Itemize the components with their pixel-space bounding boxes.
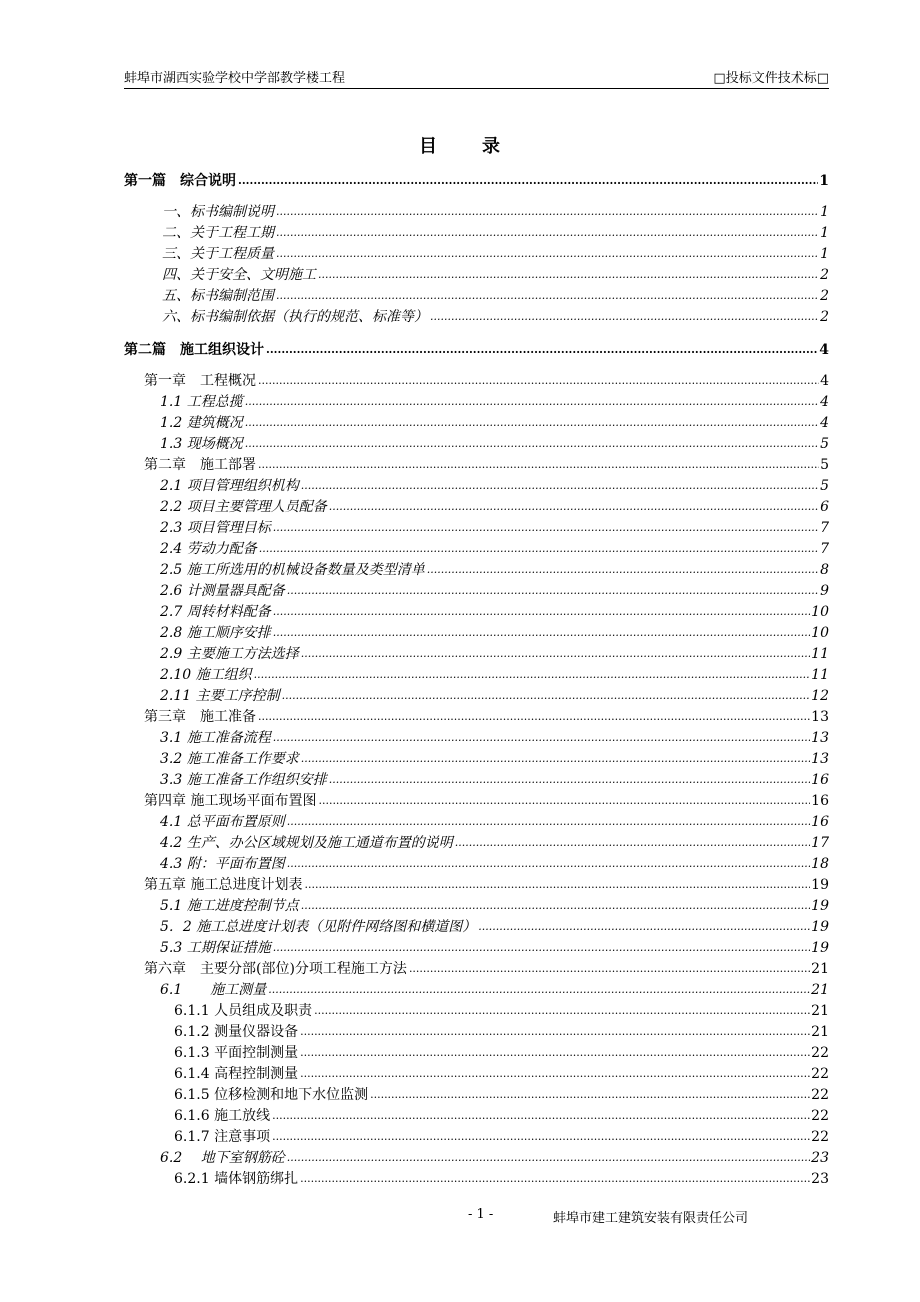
- toc-entry-page: 1: [820, 246, 829, 262]
- toc-entry[interactable]: [124, 958, 829, 978]
- toc-entry-label: 6.1 施工测量: [160, 982, 267, 998]
- toc-leader-dots: [258, 708, 810, 726]
- toc-entry-page: 19: [811, 877, 829, 893]
- page-header: [124, 64, 829, 89]
- toc-leader-dots: [245, 393, 819, 411]
- toc-entry[interactable]: [124, 832, 829, 852]
- toc-entry-label: 6.1.4 高程控制测量: [174, 1066, 299, 1082]
- toc-entry-page: 6: [820, 499, 829, 515]
- toc-leader-dots: [409, 960, 810, 978]
- toc-leader-dots: [300, 1065, 810, 1083]
- toc-leader-dots: [254, 666, 811, 684]
- toc-entry[interactable]: [124, 937, 829, 957]
- toc-entry[interactable]: [124, 727, 829, 747]
- toc-entry-page: 7: [820, 520, 829, 536]
- toc-leader-dots: [258, 456, 819, 474]
- toc-entry[interactable]: [124, 285, 829, 305]
- toc-entry-page: 21: [811, 982, 829, 998]
- toc-entry-page: 10: [811, 625, 829, 641]
- toc-title: [0, 132, 920, 158]
- toc-leader-dots: [258, 372, 819, 390]
- toc-leader-dots: [318, 266, 819, 284]
- toc-entry-page: 11: [811, 646, 829, 662]
- toc-leader-dots: [273, 624, 810, 642]
- toc-entry[interactable]: [124, 790, 829, 810]
- toc-entry[interactable]: [124, 339, 829, 359]
- toc-entry-page: 1: [819, 173, 829, 189]
- toc-leader-dots: [329, 771, 810, 789]
- toc-entry[interactable]: [124, 1084, 829, 1104]
- toc-entry[interactable]: [124, 643, 829, 663]
- toc-entry[interactable]: [124, 916, 829, 936]
- toc-entry-page: 13: [811, 730, 829, 746]
- toc-leader-dots: [300, 1023, 810, 1041]
- toc-entry-label: 第四章 施工现场平面布置图: [144, 793, 317, 809]
- toc-leader-dots: [272, 1107, 810, 1125]
- toc-leader-dots: [282, 687, 811, 705]
- page-footer: [0, 1207, 920, 1227]
- toc-entry-label: 第一篇 综合说明: [124, 173, 236, 189]
- toc-leader-dots: [427, 561, 819, 579]
- toc-leader-dots: [304, 876, 810, 894]
- toc-title-part1: 目: [419, 136, 438, 157]
- footer-company: 蚌埠市建工建筑安装有限责任公司: [553, 1211, 749, 1226]
- toc-entry-page: 23: [811, 1150, 829, 1166]
- toc-entry-page: 13: [811, 751, 829, 767]
- toc-entry[interactable]: [124, 1021, 829, 1041]
- toc-entry-page: 8: [820, 562, 829, 578]
- toc-entry-page: 22: [811, 1087, 829, 1103]
- toc-entry-label: 2.1 项目管理组织机构: [160, 478, 299, 494]
- toc-entry[interactable]: [124, 370, 829, 390]
- toc-entry-label: 二、关于工程工期: [162, 225, 274, 241]
- toc-entry-page: 19: [811, 919, 829, 935]
- footer-page-number: - 1 -: [468, 1207, 494, 1222]
- toc-entry-page: 2: [820, 267, 829, 283]
- toc-entry[interactable]: [124, 559, 829, 579]
- toc-entry-label: 3.3 施工准备工作组织安排: [160, 772, 327, 788]
- toc-leader-dots: [287, 813, 810, 831]
- toc-leader-dots: [301, 897, 810, 915]
- toc-leader-dots: [238, 172, 818, 190]
- toc-entry-label: 第六章 主要分部(部位)分项工程施工方法: [144, 961, 407, 977]
- toc-entry[interactable]: [124, 1000, 829, 1020]
- toc-entry-page: 10: [811, 604, 829, 620]
- toc-entry[interactable]: [124, 517, 829, 537]
- toc-entry-label: 第二章 施工部署: [144, 457, 256, 473]
- toc-entry[interactable]: [124, 706, 829, 726]
- toc-entry-page: 5: [820, 457, 829, 473]
- toc-entry[interactable]: [124, 1063, 829, 1083]
- header-project-name: 蚌埠市湖西实验学校中学部教学楼工程: [124, 71, 346, 86]
- toc-entry-page: 22: [811, 1129, 829, 1145]
- toc-entry-label: 2.3 项目管理目标: [160, 520, 271, 536]
- toc-entry-label: 第一章 工程概况: [144, 373, 256, 389]
- toc-leader-dots: [300, 1170, 810, 1188]
- toc-entry-page: 22: [811, 1066, 829, 1082]
- toc-entry-label: 第五章 施工总进度计划表: [144, 877, 303, 893]
- toc-entry[interactable]: [124, 454, 829, 474]
- toc-entry[interactable]: [124, 1147, 829, 1167]
- toc-entry-page: 23: [811, 1171, 829, 1187]
- toc-entry-label: 4.1 总平面布置原则: [160, 814, 285, 830]
- toc-entry-label: 6.1.6 施工放线: [174, 1108, 271, 1124]
- toc-entry-label: 6.1.3 平面控制测量: [174, 1045, 299, 1061]
- toc-leader-dots: [318, 792, 810, 810]
- toc-entry-page: 22: [811, 1045, 829, 1061]
- toc-entry-page: 16: [811, 772, 829, 788]
- toc-leader-dots: [300, 1044, 810, 1062]
- toc-leader-dots: [370, 1086, 810, 1104]
- toc-entry-page: 1: [820, 204, 829, 220]
- toc-entry[interactable]: [124, 622, 829, 642]
- toc-entry-label: 6.1.5 位移检测和地下水位监测: [174, 1087, 369, 1103]
- toc-entry-page: 2: [820, 309, 829, 325]
- toc-entry-label: 2.2 项目主要管理人员配备: [160, 499, 327, 515]
- toc-entry-page: 17: [811, 835, 829, 851]
- toc-entry-page: 2: [820, 288, 829, 304]
- toc-entry-page: 19: [811, 898, 829, 914]
- toc-entry-page: 22: [811, 1108, 829, 1124]
- toc-entry-label: 第三章 施工准备: [144, 709, 256, 725]
- toc-entry[interactable]: [124, 853, 829, 873]
- toc-entry-label: 2.6 计测量器具配备: [160, 583, 285, 599]
- toc-entry[interactable]: [124, 391, 829, 411]
- toc-entry-label: 6.1.1 人员组成及职责: [174, 1003, 313, 1019]
- toc-entry-label: 5.1 施工进度控制节点: [160, 898, 299, 914]
- toc-entry-label: 6.1.7 注意事项: [174, 1129, 271, 1145]
- toc-leader-dots: [259, 540, 819, 558]
- toc-entry[interactable]: [124, 264, 829, 284]
- toc-entry-page: 1: [820, 225, 829, 241]
- toc-entry-label: 第二篇 施工组织设计: [124, 342, 264, 358]
- toc-entry-label: 2.5 施工所选用的机械设备数量及类型清单: [160, 562, 425, 578]
- toc-leader-dots: [245, 414, 819, 432]
- toc-entry[interactable]: [124, 1126, 829, 1146]
- toc-leader-dots: [273, 519, 819, 537]
- toc-leader-dots: [268, 981, 810, 999]
- toc-leader-dots: [273, 729, 810, 747]
- toc-entry[interactable]: [124, 580, 829, 600]
- toc-entry[interactable]: [124, 1168, 829, 1188]
- toc-entry-label: 2.4 劳动力配备: [160, 541, 257, 557]
- toc-entry[interactable]: [124, 475, 829, 495]
- toc-entry-page: 7: [820, 541, 829, 557]
- toc-entry-label: 五、标书编制范围: [162, 288, 274, 304]
- toc-entry-label: 2.8 施工顺序安排: [160, 625, 271, 641]
- toc-entry[interactable]: [124, 685, 829, 705]
- toc-leader-dots: [276, 287, 819, 305]
- toc-leader-dots: [276, 224, 819, 242]
- toc-leader-dots: [329, 498, 819, 516]
- toc-entry-label: 1.1 工程总揽: [160, 394, 243, 410]
- toc-entry-page: 13: [811, 709, 829, 725]
- toc-entry-label: 2.11 主要工序控制: [160, 688, 280, 704]
- toc-leader-dots: [287, 582, 819, 600]
- toc-leader-dots: [276, 203, 819, 221]
- toc-entry[interactable]: [124, 769, 829, 789]
- toc-entry-label: 2.7 周转材料配备: [160, 604, 271, 620]
- toc-entry-label: 4.2 生产、办公区域规划及施工通道布置的说明: [160, 835, 453, 851]
- toc-entry[interactable]: [124, 811, 829, 831]
- toc-entry-label: 2.9 主要施工方法选择: [160, 646, 299, 662]
- toc-leader-dots: [276, 245, 819, 263]
- toc-entry-page: 4: [820, 373, 829, 389]
- toc-entry-label: 5.3 工期保证措施: [160, 940, 271, 956]
- toc-leader-dots: [287, 855, 810, 873]
- toc-entry[interactable]: [124, 538, 829, 558]
- toc-leader-dots: [455, 834, 810, 852]
- toc-leader-dots: [273, 603, 810, 621]
- toc-entry-label: 1.3 现场概况: [160, 436, 243, 452]
- toc-entry[interactable]: [124, 748, 829, 768]
- toc-leader-dots: [301, 645, 810, 663]
- toc-entry-label: 3.2 施工准备工作要求: [160, 751, 299, 767]
- toc-entry-page: 16: [811, 793, 829, 809]
- toc-entry-label: 6.2 地下室钢筋砼: [160, 1150, 285, 1166]
- toc-leader-dots: [266, 341, 818, 359]
- toc-entry-page: 9: [820, 583, 829, 599]
- toc-entry-label: 6.1.2 测量仪器设备: [174, 1024, 299, 1040]
- toc-entry-page: 5: [820, 478, 829, 494]
- toc-entry-label: 三、关于工程质量: [162, 246, 274, 262]
- toc-entry-page: 12: [811, 688, 829, 704]
- toc-entry-page: 11: [811, 667, 829, 683]
- toc-leader-dots: [301, 750, 810, 768]
- toc-leader-dots: [272, 1128, 810, 1146]
- toc-entry[interactable]: [124, 664, 829, 684]
- toc-leader-dots: [430, 308, 819, 326]
- toc-entry[interactable]: [124, 895, 829, 915]
- toc-leader-dots: [314, 1002, 810, 1020]
- toc-entry-page: 16: [811, 814, 829, 830]
- toc-entry-page: 19: [811, 940, 829, 956]
- header-document-type: □投标文件技术标□: [713, 71, 829, 86]
- toc-entry-page: 21: [811, 961, 829, 977]
- toc-entry-label: 2.10 施工组织: [160, 667, 252, 683]
- toc-entry[interactable]: [124, 222, 829, 242]
- toc-entry-label: 4.3 附：平面布置图: [160, 856, 285, 872]
- toc-entry[interactable]: [124, 1105, 829, 1125]
- toc-entry[interactable]: [124, 306, 829, 326]
- toc-entry-page: 21: [811, 1003, 829, 1019]
- toc-leader-dots: [287, 1149, 810, 1167]
- toc-entry-page: 4: [819, 342, 829, 358]
- toc-entry[interactable]: [124, 170, 829, 190]
- toc-entry-label: 六、标书编制依据（执行的规范、标准等）: [162, 309, 428, 325]
- toc-leader-dots: [273, 939, 810, 957]
- toc-entry-label: 5．2 施工总进度计划表（见附件网络图和横道图）: [160, 919, 477, 935]
- toc-entry[interactable]: [124, 1042, 829, 1062]
- toc-entry[interactable]: [124, 433, 829, 453]
- toc-entry[interactable]: [124, 874, 829, 894]
- toc-entry-page: 4: [820, 415, 829, 431]
- toc-entry-label: 1.2 建筑概况: [160, 415, 243, 431]
- toc-entry[interactable]: [124, 243, 829, 263]
- toc-entry[interactable]: [124, 601, 829, 621]
- toc-entry-page: 21: [811, 1024, 829, 1040]
- toc-entry[interactable]: [124, 979, 829, 999]
- toc-entry[interactable]: [124, 496, 829, 516]
- toc-entry-page: 4: [820, 394, 829, 410]
- toc-entry-label: 四、关于安全、文明施工: [162, 267, 316, 283]
- toc-leader-dots: [245, 435, 819, 453]
- toc-entry-label: 6.2.1 墙体钢筋绑扎: [174, 1171, 299, 1187]
- toc-entry-page: 5: [820, 436, 829, 452]
- toc-entry[interactable]: [124, 201, 829, 221]
- toc-entry-label: 一、标书编制说明: [162, 204, 274, 220]
- toc-entry-label: 3.1 施工准备流程: [160, 730, 271, 746]
- toc-leader-dots: [478, 918, 810, 936]
- toc-leader-dots: [301, 477, 819, 495]
- toc-entry[interactable]: [124, 412, 829, 432]
- toc-title-part2: 录: [482, 136, 501, 157]
- toc-entry-page: 18: [811, 856, 829, 872]
